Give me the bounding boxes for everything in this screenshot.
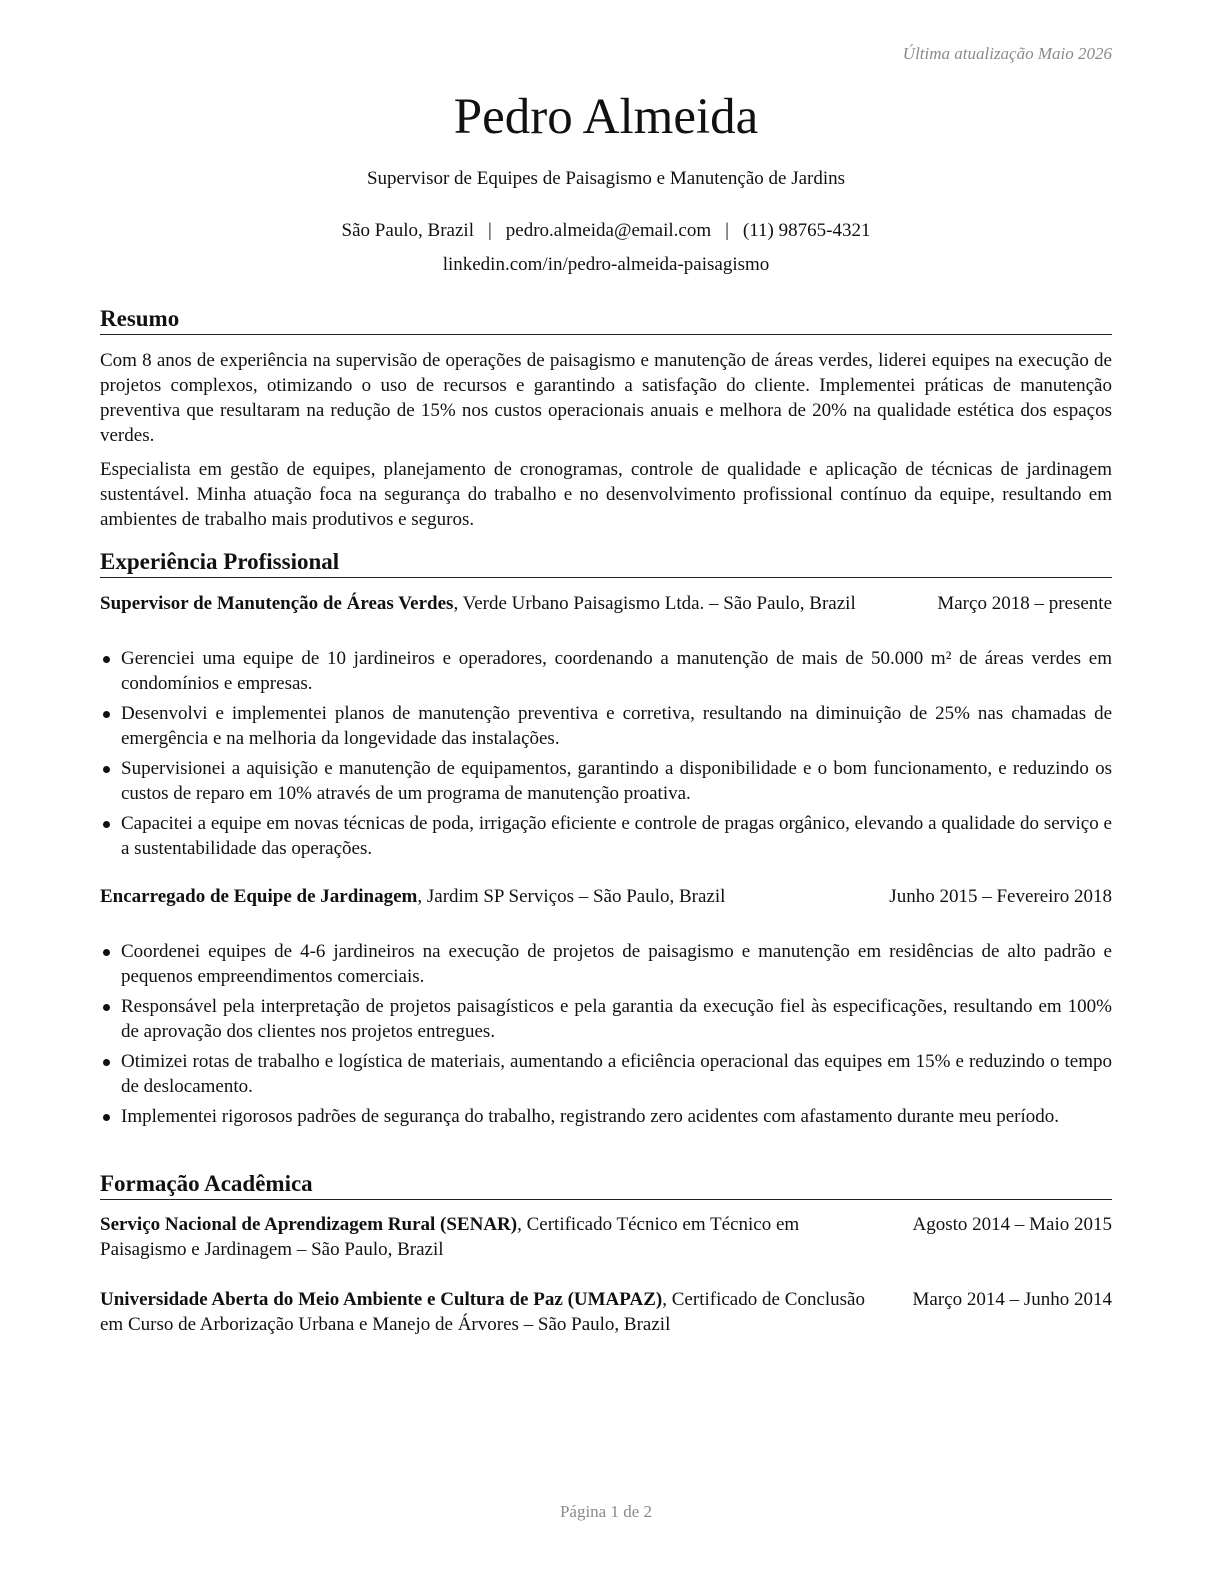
education-detail: , Certificado de Conclusão em Curso de Arborização Urbana e Manejo de Árvores – São Paulo, Brazil	[100, 1289, 865, 1335]
bullet-icon	[103, 656, 110, 663]
section-title-experience: Experiência Profissional	[100, 548, 1112, 578]
education-line	[100, 1287, 865, 1337]
bullet-text: Supervisionei a aquisição e manutenção de equipamentos, garantindo a disponibilidade e o bom funcionamento, e reduzindo os custos de reparo em 10% através de um programa de manutenção proativa.	[121, 758, 1112, 804]
bullet-icon	[103, 1004, 110, 1011]
bullet-text: Coordenei equipes de 4-6 jardineiros na execução de projetos de paisagismo e manutenção em residências de alto padrão e pequenos empreendimentos comerciais.	[121, 941, 1112, 987]
education-entry	[100, 1212, 1112, 1262]
education-dates: Agosto 2014 – Maio 2015	[912, 1214, 1112, 1235]
list-item	[100, 1104, 1112, 1129]
email-link[interactable]: pedro.almeida@email.com	[505, 220, 712, 241]
location: São Paulo, Brazil	[341, 220, 474, 241]
list-item	[100, 756, 1112, 806]
candidate-name: Pedro Almeida	[453, 89, 759, 145]
bullet-icon	[103, 711, 110, 718]
school-name: Universidade Aberta do Meio Ambiente e Cultura de Paz (UMAPAZ)	[100, 1289, 663, 1310]
bullet-text: Implementei rigorosos padrões de segurança do trabalho, registrando zero acidentes com afastamento durante meu período.	[121, 1106, 1060, 1127]
section-title-summary: Resumo	[100, 305, 1112, 335]
summary-paragraph: Com 8 anos de experiência na supervisão de operações de paisagismo e manutenção de áreas verdes, liderei equipes na execução de projetos complexos, otimizando o uso de recursos e garantindo a satisfação do cliente. Implementei práticas de manutenção preventiva que resultaram na redução de 15% nos custos operacionais anuais e melhora de 20% na qualidade estética dos espaços verdes.	[100, 350, 1112, 446]
job-role: Supervisor de Manutenção de Áreas Verdes	[100, 593, 454, 614]
summary-paragraph: Especialista em gestão de equipes, planejamento de cronogramas, controle de qualidade e aplicação de técnicas de jardinagem sustentável. Minha atuação foca na segurança do trabalho e no desenvolvimento profissional contínuo da equipe, resultando em ambientes de trabalho mais produtivos e seguros.	[100, 459, 1112, 530]
headline: Supervisor de Equipes de Paisagismo e Manutenção de Jardins	[366, 168, 846, 189]
bullet-icon	[103, 821, 110, 828]
last-updated: Última atualização Maio 2026	[902, 44, 1112, 63]
bullet-text: Gerenciei uma equipe de 10 jardineiros e operadores, coordenando a manutenção de mais de 50.000 m² de áreas verdes em condomínios e empresas.	[121, 648, 1112, 694]
section-title-education: Formação Acadêmica	[100, 1170, 1112, 1200]
page-number: Página 1 de 2	[559, 1502, 653, 1521]
education-line	[100, 1212, 880, 1262]
contact-line	[100, 219, 1112, 243]
education-entry	[100, 1287, 1112, 1337]
job-bullets	[100, 646, 1112, 866]
job-header	[100, 591, 1112, 641]
job-org: , Jardim SP Serviços – São Paulo, Brazil	[417, 886, 726, 907]
list-item	[100, 939, 1112, 989]
separator: |	[487, 220, 492, 241]
bullet-text: Responsável pela interpretação de projetos paisagísticos e pela garantia da execução fiel às especificações, resultando em 100% de aprovação dos clientes nos projetos entregues.	[121, 996, 1112, 1042]
list-item	[100, 701, 1112, 751]
bullet-icon	[103, 949, 110, 956]
bullet-icon	[103, 1059, 110, 1066]
job-bullets	[100, 939, 1112, 1134]
list-item	[100, 1049, 1112, 1099]
separator: |	[725, 220, 729, 241]
list-item	[100, 994, 1112, 1044]
bullet-text: Desenvolvi e implementei planos de manutenção preventiva e corretiva, resultando na diminuição de 25% nas chamadas de emergência e na melhoria da longevidade das instalações.	[121, 703, 1112, 749]
linkedin-link[interactable]: linkedin.com/in/pedro-almeida-paisagismo	[442, 254, 770, 275]
job-org: , Verde Urbano Paisagismo Ltda. – São Paulo, Brazil	[453, 593, 856, 614]
job-title-line	[100, 884, 860, 909]
job-dates: Março 2018 – presente	[937, 593, 1112, 614]
list-item	[100, 811, 1112, 861]
job-header	[100, 884, 1112, 934]
school-name: Serviço Nacional de Aprendizagem Rural (SENAR)	[100, 1214, 518, 1235]
phone: (11) 98765-4321	[742, 220, 871, 241]
job-role: Encarregado de Equipe de Jardinagem	[100, 886, 418, 907]
resume-page	[100, 0, 1112, 1584]
job-dates: Junho 2015 – Fevereiro 2018	[889, 886, 1112, 907]
list-item	[100, 646, 1112, 696]
bullet-icon	[103, 766, 110, 773]
bullet-text: Capacitei a equipe em novas técnicas de poda, irrigação eficiente e controle de pragas orgânico, elevando a qualidade do serviço e a sustentabilidade das operações.	[121, 813, 1112, 859]
bullet-icon	[103, 1114, 110, 1121]
bullet-text: Otimizei rotas de trabalho e logística de materiais, aumentando a eficiência operacional das equipes em 15% e reduzindo o tempo de deslocamento.	[121, 1051, 1112, 1097]
education-dates: Março 2014 – Junho 2014	[912, 1289, 1112, 1310]
education-detail: , Certificado Técnico em Técnico em Paisagismo e Jardinagem – São Paulo, Brazil	[100, 1214, 800, 1260]
job-title-line	[100, 591, 890, 616]
